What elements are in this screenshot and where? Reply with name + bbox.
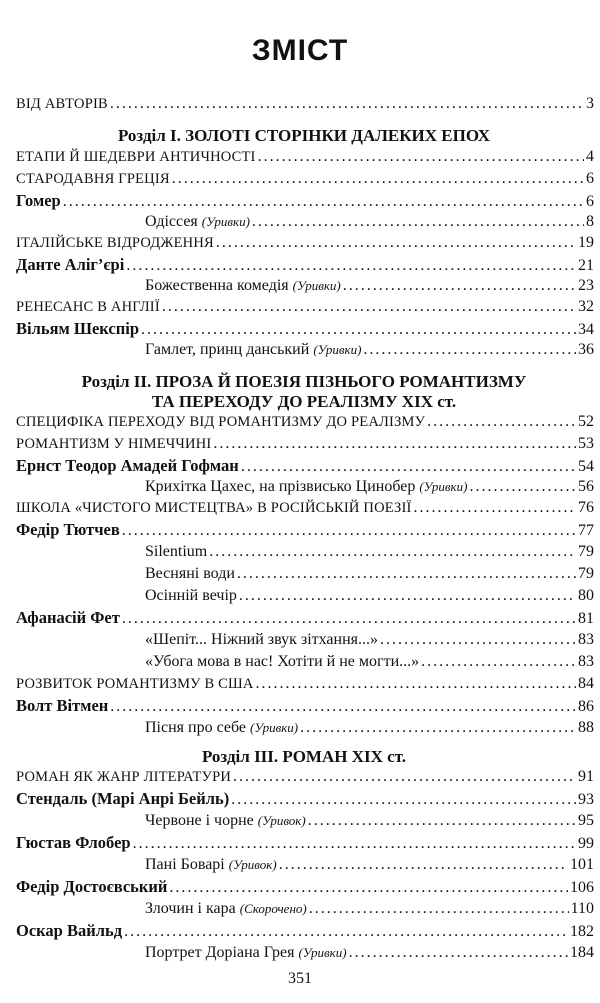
toc-entry-title: РОМАН ЯК ЖАНР ЛІТЕРАТУРИ [16, 769, 232, 785]
toc-entry [16, 876, 594, 898]
section-heading: Розділ ІІІ. РОМАН XIX ст. [201, 747, 407, 766]
toc-entry-title: Червоне і чорне (Уривок) [145, 812, 306, 829]
toc-entry-title: СПЕЦИФІКА ПЕРЕХОДУ ВІД РОМАНТИЗМУ ДО РЕАЛІЗМУ [16, 414, 426, 430]
toc-entry [145, 651, 594, 673]
toc-entry-page: 99 [578, 835, 594, 852]
dot-leader [309, 898, 569, 920]
toc-entry-page: 95 [578, 812, 594, 829]
toc-entry [16, 455, 594, 477]
toc-entry-page: 81 [578, 610, 594, 627]
dot-leader [252, 211, 584, 233]
toc-entry-page: 110 [570, 900, 594, 917]
toc-entry [16, 497, 594, 519]
toc-entry-title: Оскар Вайльд [16, 921, 123, 940]
toc-entry-page: 6 [586, 193, 594, 210]
toc-entry [145, 339, 594, 361]
dot-leader [124, 921, 568, 943]
page-title: ЗМІСТ [251, 34, 349, 67]
dot-leader [172, 168, 584, 190]
dot-leader [349, 942, 568, 964]
toc-entry [145, 942, 594, 964]
dot-leader [213, 433, 576, 455]
dot-leader [256, 673, 576, 695]
toc-entry [145, 810, 594, 832]
section-heading: Розділ І. ЗОЛОТІ СТОРІНКИ ДАЛЕКИХ ЕПОХ [117, 126, 491, 145]
toc-entry-page: 4 [586, 148, 594, 165]
toc-entry-page: 79 [578, 565, 594, 582]
toc-entry-page: 52 [578, 413, 594, 430]
toc-entry-page: 83 [578, 653, 594, 670]
dot-leader [110, 93, 584, 115]
toc-entry [145, 717, 594, 739]
toc-entry [16, 232, 594, 254]
toc-entry-title: Злочин і кара (Скорочено) [145, 900, 307, 917]
toc-entry [16, 607, 594, 629]
section-heading: Розділ ІІ. ПРОЗА Й ПОЕЗІЯ ПІЗНЬОГО РОМАНТИЗМУ [81, 372, 527, 391]
toc-entry-page: 21 [578, 257, 594, 274]
dot-leader [308, 810, 576, 832]
dot-leader [233, 766, 576, 788]
toc-entry [145, 211, 594, 233]
toc-entry-title: ШКОЛА «ЧИСТОГО МИСТЕЦТВА» В РОСІЙСЬКІЙ ПОЕЗІЇ [16, 500, 412, 516]
toc-entry-page: 106 [570, 879, 594, 896]
toc-entry-title: «Шепіт... Ніжний звук зітхання...» [145, 631, 379, 648]
toc-entry-title: Одіссея (Уривки) [145, 213, 250, 230]
page-number: 351 [288, 970, 312, 987]
toc-entry-title: Федір Достоєвський [16, 877, 168, 896]
dot-leader [279, 854, 568, 876]
toc-entry-page: 54 [578, 458, 594, 475]
toc-entry-title: Божественна комедія (Уривки) [145, 277, 341, 294]
toc-entry [145, 585, 594, 607]
toc-entry [145, 898, 594, 920]
toc-entry-title: ВІД АВТОРІВ [16, 96, 108, 112]
toc-entry-page: 91 [578, 768, 594, 785]
toc-entry [16, 433, 594, 455]
toc-entry-title: Данте Аліг’єрі [16, 255, 125, 274]
dot-leader [380, 629, 576, 651]
toc-entry [16, 318, 594, 340]
dot-leader [421, 651, 576, 673]
toc-entry-page: 19 [578, 234, 594, 251]
toc-entry-title: РЕНЕСАНС В АНГЛІЇ [16, 299, 160, 315]
toc-entry [145, 854, 594, 876]
toc-entry-page: 3 [586, 95, 594, 112]
dot-leader [216, 232, 576, 254]
toc-entry [145, 629, 594, 651]
dot-leader [239, 585, 576, 607]
toc-entry-title: Портрет Доріана Грея (Уривки) [145, 944, 347, 961]
toc-entry-page: 86 [578, 698, 594, 715]
toc-entry [145, 476, 594, 498]
toc-entry-page: 23 [578, 277, 594, 294]
toc-entry [16, 254, 594, 276]
toc-entry-page: 53 [578, 435, 594, 452]
toc-entry [16, 296, 594, 318]
toc-entry [16, 190, 594, 212]
toc-entry [145, 541, 594, 563]
dot-leader [63, 191, 584, 213]
dot-leader [469, 476, 576, 498]
dot-leader [343, 275, 576, 297]
toc-entry-title: Silentium [145, 543, 208, 560]
toc-entry [145, 275, 594, 297]
toc-entry-page: 76 [578, 499, 594, 516]
toc-entry-title: Весняні води [145, 565, 235, 582]
toc-entry-page: 83 [578, 631, 594, 648]
toc-entry [16, 411, 594, 433]
toc-entry-page: 77 [578, 522, 594, 539]
dot-leader [122, 608, 576, 630]
toc-entry-title: Пані Боварі (Уривок) [145, 856, 277, 873]
toc-entry-title: ІТАЛІЙСЬКЕ ВІДРОДЖЕННЯ [16, 235, 214, 251]
toc-entry-title: ЕТАПИ Й ШЕДЕВРИ АНТИЧНОСТІ [16, 149, 256, 165]
toc-entry-title: Осінній вечір [145, 587, 237, 604]
dot-leader [231, 789, 576, 811]
dot-leader [110, 696, 576, 718]
toc-entry-title: «Убога мова в нас! Хотіти й не могти...» [145, 653, 420, 670]
toc-entry-page: 34 [578, 321, 594, 338]
toc-entry-title: Гюстав Флобер [16, 833, 131, 852]
toc-entry-page: 36 [578, 341, 594, 358]
toc-entry-title: Волт Вітмен [16, 696, 109, 715]
toc-entry-title: Гомер [16, 191, 61, 210]
toc-entry-page: 93 [578, 791, 594, 808]
toc-entry-title: Вільям Шекспір [16, 319, 139, 338]
toc-entry-title: Крихітка Цахес, на прізвисько Цинобер (Уривки) [145, 478, 468, 495]
toc-entry-title: РОМАНТИЗМ У НІМЕЧЧИНІ [16, 436, 212, 452]
dot-leader [258, 146, 584, 168]
toc-entry-page: 32 [578, 298, 594, 315]
toc-entry [16, 788, 594, 810]
dot-leader [141, 319, 576, 341]
dot-leader [209, 541, 576, 563]
toc-entry [16, 920, 594, 942]
toc-entry-page: 84 [578, 675, 594, 692]
section-heading-cont: ТА ПЕРЕХОДУ ДО РЕАЛІЗМУ XIX ст. [151, 392, 457, 411]
toc-entry-title: Стендаль (Марі Анрі Бейль) [16, 789, 230, 808]
toc-entry-page: 88 [578, 719, 594, 736]
dot-leader [414, 497, 576, 519]
toc-entry-title: Федір Тютчев [16, 520, 120, 539]
toc-entry-title: Пісня про себе (Уривки) [145, 719, 299, 736]
toc-entry-page: 80 [578, 587, 594, 604]
toc-entry [16, 695, 594, 717]
toc-entry-page: 6 [586, 170, 594, 187]
toc-entry-title: СТАРОДАВНЯ ГРЕЦІЯ [16, 171, 170, 187]
dot-leader [300, 717, 576, 739]
dot-leader [169, 877, 568, 899]
toc-entry [16, 766, 594, 788]
dot-leader [237, 563, 576, 585]
dot-leader [241, 456, 576, 478]
toc-entry-page: 101 [570, 856, 594, 873]
toc-entry [16, 519, 594, 541]
toc-entry [16, 673, 594, 695]
toc-entry-title: Гамлет, принц данський (Уривки) [145, 341, 362, 358]
dot-leader [126, 255, 576, 277]
toc-entry-page: 56 [578, 478, 594, 495]
toc-entry-title: РОЗВИТОК РОМАНТИЗМУ В США [16, 676, 254, 692]
dot-leader [427, 411, 576, 433]
toc-entry-page: 182 [570, 923, 594, 940]
toc-entry-title: Афанасій Фет [16, 608, 120, 627]
dot-leader [162, 296, 576, 318]
dot-leader [363, 339, 576, 361]
toc-entry [16, 146, 594, 168]
toc-entry-page: 8 [586, 213, 594, 230]
toc-entry [145, 563, 594, 585]
dot-leader [133, 833, 576, 855]
toc-entry-title: Ернст Теодор Амадей Гофман [16, 456, 239, 475]
toc-entry-page: 184 [570, 944, 594, 961]
toc-entry [16, 832, 594, 854]
toc-entry [16, 93, 594, 115]
dot-leader [122, 520, 576, 542]
toc-entry-page: 79 [578, 543, 594, 560]
toc-entry [16, 168, 594, 190]
